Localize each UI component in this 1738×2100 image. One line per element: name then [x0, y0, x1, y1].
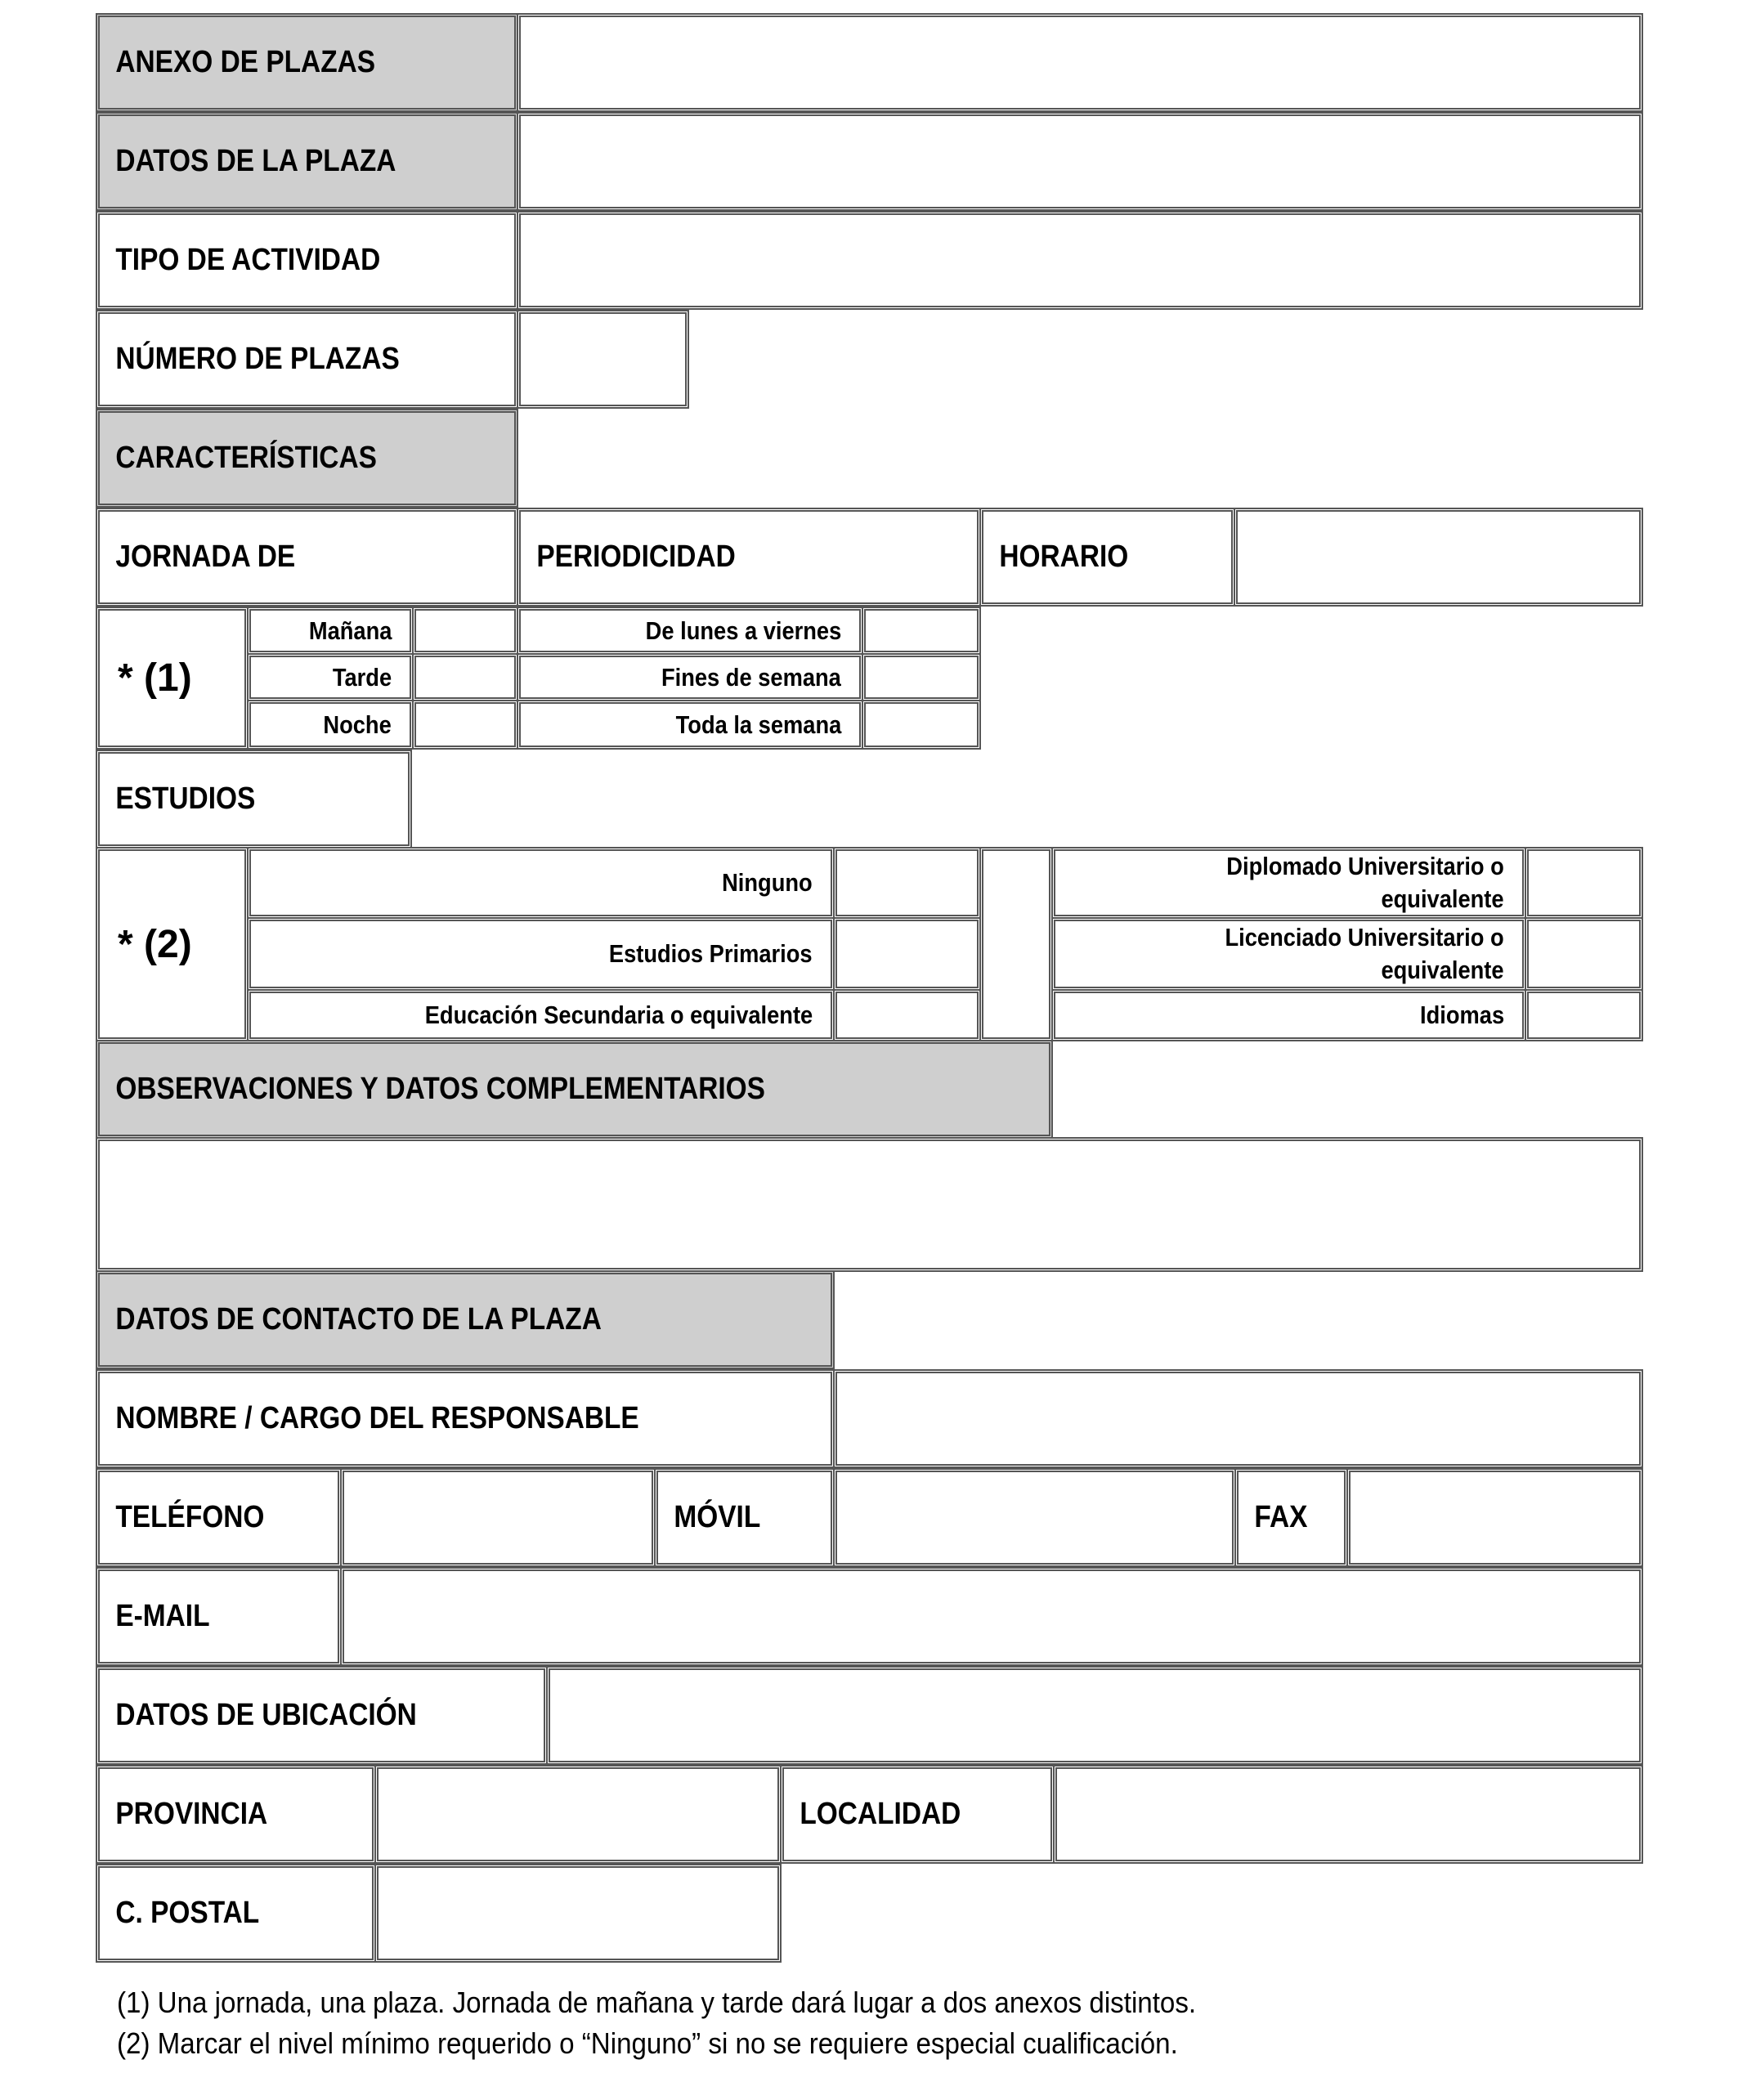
provincia-label: PROVINCIA [115, 1797, 268, 1831]
datos-plaza-label-cell [96, 112, 518, 211]
estudios-diplomado-line1: Diplomado Universitario o [1226, 852, 1504, 880]
fax-label-cell [1234, 1468, 1348, 1567]
estudios-idiomas-checkbox[interactable] [1525, 989, 1643, 1041]
movil-label-cell [654, 1468, 835, 1567]
fax-field[interactable] [1346, 1468, 1643, 1567]
numero-plazas-label-cell [96, 310, 518, 409]
jornada-noche-label: Noche [323, 710, 392, 739]
jornada-de-label: JORNADA DE [115, 540, 296, 574]
periodo-lunes-viernes-checkbox[interactable] [862, 607, 981, 655]
estudios-primarios-label: Estudios Primarios [609, 939, 813, 968]
periodo-toda-semana-label: Toda la semana [675, 710, 841, 739]
jornada-manana-checkbox[interactable] [412, 607, 518, 655]
estudios-ninguno-cell [247, 847, 835, 919]
estudios-diplomado-cell [1051, 847, 1526, 919]
jornada-tarde-checkbox[interactable] [412, 653, 518, 701]
caracteristicas-label-cell [96, 409, 518, 508]
cpostal-label-cell [96, 1864, 376, 1963]
localidad-label-cell [780, 1765, 1055, 1864]
numero-plazas-field[interactable] [517, 310, 689, 409]
ubicacion-label: DATOS DE UBICACIÓN [115, 1698, 417, 1732]
estudios-diplomado-checkbox[interactable] [1525, 847, 1643, 919]
estudios-ninguno-checkbox[interactable] [833, 847, 981, 919]
anexo-value-field[interactable] [517, 13, 1643, 112]
estudios-secundaria-checkbox[interactable] [833, 989, 981, 1041]
jornada-manana-cell [247, 607, 414, 655]
jornada-de-label-cell [96, 508, 518, 607]
periodo-lunes-viernes-cell [517, 607, 863, 655]
contacto-label: DATOS DE CONTACTO DE LA PLAZA [115, 1302, 602, 1337]
horario-label: HORARIO [999, 540, 1129, 574]
contacto-label-cell [96, 1270, 835, 1369]
periodo-fines-semana-checkbox[interactable] [862, 653, 981, 701]
observaciones-label: OBSERVACIONES Y DATOS COMPLEMENTARIOS [115, 1072, 765, 1106]
estudios-licenciado-line2: equivalente [1381, 956, 1504, 984]
estudios-idiomas-label: Idiomas [1419, 1001, 1504, 1029]
tipo-actividad-field[interactable] [517, 211, 1643, 310]
datos-plaza-value-field[interactable] [517, 112, 1643, 211]
periodo-fines-semana-cell [517, 653, 863, 701]
jornada-manana-label: Mañana [308, 616, 392, 645]
localidad-field[interactable] [1053, 1765, 1643, 1864]
anexo-label-cell [96, 13, 518, 112]
footnote-1: (1) Una jornada, una plaza. Jornada de mañana y tarde dará lugar a dos anexos distintos. [117, 1986, 1197, 2019]
caracteristicas-label: CARACTERÍSTICAS [115, 441, 377, 475]
jornada-tarde-cell [247, 653, 414, 701]
periodicidad-label: PERIODICIDAD [536, 540, 736, 574]
cpostal-label: C. POSTAL [115, 1896, 260, 1930]
responsable-label: NOMBRE / CARGO DEL RESPONSABLE [115, 1401, 639, 1435]
responsable-label-cell [96, 1369, 835, 1468]
footnote-2: (2) Marcar el nivel mínimo requerido o “Ninguno” si no se requiere especial cualificación. [117, 2026, 1178, 2060]
periodo-fines-semana-label: Fines de semana [661, 662, 841, 692]
horario-field[interactable] [1234, 508, 1643, 607]
estudios-licenciado-checkbox[interactable] [1525, 917, 1643, 991]
email-label-cell [96, 1567, 342, 1666]
jornada-noche-cell [247, 700, 414, 750]
periodicidad-label-cell [517, 508, 981, 607]
periodo-toda-semana-checkbox[interactable] [862, 700, 981, 750]
ref2-label: * (2) [118, 922, 192, 966]
provincia-label-cell [96, 1765, 376, 1864]
numero-plazas-label: NÚMERO DE PLAZAS [115, 342, 400, 376]
estudios-primarios-checkbox[interactable] [833, 917, 981, 991]
tipo-actividad-label: TIPO DE ACTIVIDAD [115, 243, 381, 277]
ubicacion-label-cell [96, 1666, 548, 1765]
estudios-ninguno-label: Ninguno [722, 868, 813, 897]
movil-label: MÓVIL [674, 1500, 761, 1534]
provincia-field[interactable] [374, 1765, 782, 1864]
cpostal-field[interactable] [374, 1864, 782, 1963]
movil-field[interactable] [833, 1468, 1236, 1567]
localidad-label: LOCALIDAD [800, 1797, 961, 1831]
anexo-label: ANEXO DE PLAZAS [115, 45, 376, 79]
estudios-licenciado-cell [1051, 917, 1526, 991]
periodo-lunes-viernes-label: De lunes a viernes [645, 616, 841, 645]
jornada-tarde-label: Tarde [332, 662, 392, 692]
datos-plaza-label: DATOS DE LA PLAZA [115, 144, 396, 178]
jornada-noche-checkbox[interactable] [412, 700, 518, 750]
email-label: E-MAIL [115, 1599, 210, 1633]
estudios-separator-cell [979, 847, 1053, 1041]
fax-label: FAX [1254, 1500, 1308, 1534]
horario-label-cell [979, 508, 1235, 607]
ref2-cell [96, 847, 249, 1041]
estudios-label-cell [96, 750, 412, 849]
estudios-label: ESTUDIOS [115, 781, 256, 816]
ref1-cell [96, 607, 249, 750]
estudios-primarios-cell [247, 917, 835, 991]
periodo-toda-semana-cell [517, 700, 863, 750]
estudios-secundaria-label: Educación Secundaria o equivalente [424, 1001, 813, 1029]
estudios-secundaria-cell [247, 989, 835, 1041]
telefono-label-cell [96, 1468, 342, 1567]
observaciones-label-cell [96, 1040, 1053, 1139]
ubicacion-field[interactable] [546, 1666, 1643, 1765]
tipo-actividad-label-cell [96, 211, 518, 310]
responsable-field[interactable] [833, 1369, 1643, 1468]
telefono-field[interactable] [340, 1468, 656, 1567]
ref1-label: * (1) [118, 656, 192, 700]
observaciones-field[interactable] [96, 1137, 1643, 1272]
estudios-idiomas-cell [1051, 989, 1526, 1041]
email-field[interactable] [340, 1567, 1643, 1666]
telefono-label: TELÉFONO [115, 1500, 265, 1534]
estudios-licenciado-line1: Licenciado Universitario o [1225, 923, 1504, 951]
estudios-diplomado-line2: equivalente [1381, 884, 1504, 913]
